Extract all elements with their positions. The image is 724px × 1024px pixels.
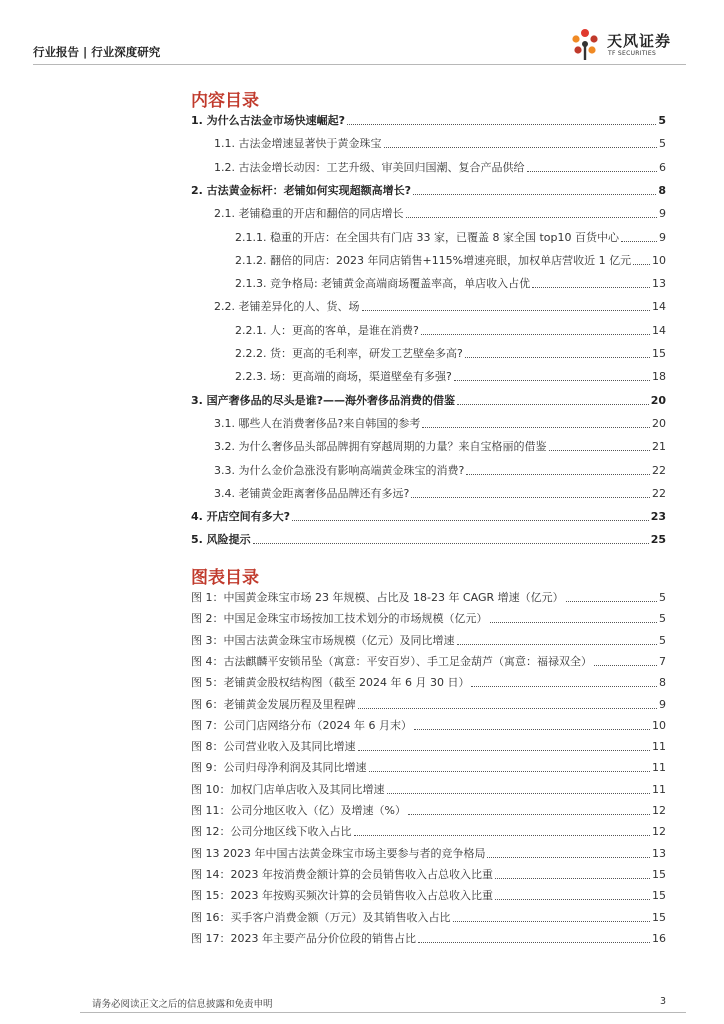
figure-entry[interactable]	[191, 676, 666, 690]
figure-entry-page: 12	[652, 804, 666, 817]
toc-entry[interactable]	[214, 161, 666, 175]
figure-entry[interactable]	[191, 612, 666, 626]
toc-entry-title: 1.1. 古法金增速显著快于黄金珠宝	[214, 137, 382, 151]
dot-leader	[471, 686, 657, 687]
contents-title: 内容目录	[191, 91, 259, 111]
dot-leader	[594, 665, 657, 666]
toc-entry-title: 2.2.1. 人：更高的客单，是谁在消费?	[235, 323, 419, 337]
figure-entry-title: 图 9：公司归母净利润及其同比增速	[191, 761, 367, 775]
page-number: 3	[659, 996, 666, 1007]
dot-leader	[354, 835, 651, 836]
dot-leader	[490, 622, 658, 623]
toc-entry-title: 2. 古法黄金标杆：老铺如何实现超额高增长?	[191, 183, 412, 197]
toc-entry-page: 13	[652, 277, 666, 291]
dot-leader	[621, 241, 657, 242]
toc-entry[interactable]	[214, 464, 666, 478]
dot-leader	[466, 474, 650, 475]
dot-leader	[532, 287, 650, 288]
logo-flower-icon	[567, 26, 603, 62]
figures-title: 图表目录	[191, 568, 259, 588]
figure-entry-page: 5	[659, 591, 666, 604]
toc-entry-title: 2.2.2. 货：更高的毛利率，研发工艺壁垒多高?	[235, 347, 463, 360]
figure-entry-page: 13	[652, 846, 666, 860]
figure-entry-page: 9	[659, 697, 666, 711]
toc-entry-page: 18	[652, 370, 666, 384]
figure-entry-title: 图 7：公司门店网络分布（2024 年 6 月末）	[191, 718, 412, 732]
toc-entry-page: 6	[659, 160, 666, 174]
dot-leader	[633, 264, 650, 265]
dot-leader	[457, 404, 649, 405]
dot-leader	[406, 217, 658, 218]
figure-entry-title: 图 1：中国黄金珠宝市场 23 年规模、占比及 18-23 年 CAGR 增速（亿元）	[191, 591, 564, 604]
toc-entry-page: 15	[652, 347, 666, 360]
toc-entry-title: 2.1.3. 竞争格局: 老铺黄金高端商场覆盖率高，单店收入占优	[235, 277, 531, 291]
toc-entry[interactable]	[214, 417, 666, 431]
figure-entry[interactable]	[191, 932, 666, 946]
figure-entry-title: 图 12：公司分地区线下收入占比	[191, 825, 352, 839]
dot-leader	[408, 814, 650, 815]
toc-entry-title: 2.1. 老铺稳重的开店和翻倍的同店增长	[214, 207, 404, 221]
dot-leader	[527, 171, 658, 172]
toc-entry[interactable]	[191, 533, 666, 547]
logo-subtitle: TF SECURITIES	[608, 50, 657, 57]
company-logo	[567, 26, 697, 62]
figure-entry[interactable]	[191, 804, 666, 818]
figure-entry-page: 15	[652, 889, 666, 903]
figure-entry[interactable]	[191, 783, 666, 797]
toc-entry-title: 1. 为什么古法金市场快速崛起?	[191, 114, 346, 127]
toc-entry-title: 4. 开店空间有多大?	[191, 510, 291, 524]
dot-leader	[411, 497, 650, 498]
toc-entry[interactable]	[235, 277, 666, 291]
figure-entry-page: 8	[659, 676, 666, 690]
dot-leader	[566, 601, 657, 602]
toc-entry[interactable]	[235, 324, 666, 338]
toc-entry-title: 1.2. 古法金增长动因：工艺升级、审美回归国潮、复合产品供给	[214, 160, 525, 174]
toc-entry[interactable]	[235, 347, 666, 361]
dot-leader	[454, 380, 650, 381]
toc-entry-title: 3.2. 为什么奢侈品头部品牌拥有穿越周期的力量？来自宝格丽的借鉴	[214, 440, 547, 454]
toc-entry[interactable]	[214, 137, 666, 151]
toc-entry-title: 5. 风险提示	[191, 533, 251, 547]
dot-leader	[422, 427, 650, 428]
toc-entry-page: 5	[658, 114, 666, 127]
header-divider	[33, 64, 686, 65]
dot-leader	[413, 194, 656, 195]
dot-leader	[253, 543, 649, 544]
figure-entry[interactable]	[191, 655, 666, 669]
figure-entry[interactable]	[191, 889, 666, 903]
figure-entry[interactable]	[191, 825, 666, 839]
dot-leader	[358, 750, 651, 751]
figure-entry-title: 图 15：2023 年按购买频次计算的会员销售收入占总收入比重	[191, 889, 493, 903]
figure-entry-title: 图 14：2023 年按消费金额计算的会员销售收入占总收入比重	[191, 867, 493, 881]
dot-leader	[421, 334, 650, 335]
toc-entry-title: 2.1.2. 翻倍的同店：2023 年同店销售+115%增速亮眼，加权单店营收近 1 亿元	[235, 253, 632, 267]
dot-leader	[457, 644, 658, 645]
toc-entry[interactable]	[235, 231, 666, 245]
toc-entry-page: 20	[652, 416, 666, 430]
dot-leader	[487, 857, 650, 858]
figure-entry[interactable]	[191, 698, 666, 712]
dot-leader	[453, 921, 651, 922]
figure-entry-page: 12	[652, 825, 666, 839]
figure-entry-page: 7	[659, 654, 666, 668]
dot-leader	[384, 147, 658, 148]
figure-entry[interactable]	[191, 719, 666, 733]
logo-name: 天风证券	[607, 32, 672, 50]
figure-entry-page: 5	[659, 633, 666, 647]
toc-entry-page: 10	[652, 253, 666, 267]
figure-entry-page: 11	[652, 761, 666, 775]
figure-entry-title: 图 2：中国足金珠宝市场按加工技术划分的市场规模（亿元）	[191, 612, 488, 626]
toc-entry-page: 23	[650, 510, 666, 524]
figure-entry[interactable]	[191, 634, 666, 648]
toc-entry-title: 3.3. 为什么金价急涨没有影响高端黄金珠宝的消费?	[214, 463, 465, 477]
figure-entry-title: 图 10：加权门店单店收入及其同比增速	[191, 782, 385, 796]
toc-entry-page: 25	[650, 533, 666, 547]
toc-entry-page: 21	[652, 440, 666, 454]
figure-entry[interactable]	[191, 868, 666, 882]
figure-entry-title: 图 11：公司分地区收入（亿）及增速（%）	[191, 804, 406, 817]
footer-disclaimer: 请务必阅读正文之后的信息披露和免责申明	[92, 999, 273, 1010]
figure-entry-title: 图 8：公司营业收入及其同比增速	[191, 740, 356, 754]
toc-entry-page: 5	[659, 137, 666, 151]
dot-leader	[347, 124, 656, 125]
figure-entry-title: 图 6：老铺黄金发展历程及里程碑	[191, 697, 356, 711]
figure-entry-page: 11	[652, 782, 666, 796]
dot-leader	[292, 520, 649, 521]
dot-leader	[495, 878, 650, 879]
figure-entry[interactable]	[191, 911, 666, 925]
figure-entry[interactable]	[191, 740, 666, 754]
toc-entry-page: 20	[650, 393, 666, 407]
figure-entry-title: 图 4：古法麒麟平安锁吊坠（寓意：平安百岁）、手工足金葫芦（寓意：福禄双全）	[191, 654, 592, 668]
figure-entry-page: 11	[652, 740, 666, 754]
dot-leader	[418, 942, 650, 943]
dot-leader	[495, 899, 650, 900]
toc-entry-page: 14	[652, 300, 666, 314]
toc-entry[interactable]	[214, 487, 666, 501]
toc-entry[interactable]	[235, 254, 666, 268]
figure-entry-page: 15	[652, 867, 666, 881]
figure-entry-page: 15	[652, 910, 666, 924]
figure-entry-page: 10	[652, 718, 666, 732]
figure-entry-page: 16	[652, 931, 666, 945]
toc-entry[interactable]	[235, 370, 666, 384]
header-report-type: 行业报告 | 行业深度研究	[33, 45, 161, 59]
figure-entry-title: 图 16：买手客户消费金额（万元）及其销售收入占比	[191, 910, 451, 924]
toc-entry-title: 2.1.1. 稳重的开店：在全国共有门店 33 家，已覆盖 8 家全国 top10 百货中心	[235, 230, 619, 244]
dot-leader	[358, 708, 658, 709]
toc-entry-title: 3.1. 哪些人在消费奢侈品?来自韩国的参考	[214, 416, 421, 430]
toc-entry-page: 8	[658, 183, 666, 197]
toc-entry-title: 3.4. 老铺黄金距离奢侈品品牌还有多远?	[214, 486, 410, 500]
dot-leader	[369, 771, 651, 772]
toc-entry-page: 9	[659, 207, 666, 221]
figure-entry-title: 图 17：2023 年主要产品分价位段的销售占比	[191, 931, 416, 945]
toc-entry-page: 22	[652, 463, 666, 477]
toc-entry[interactable]	[191, 114, 666, 128]
dot-leader	[465, 357, 650, 358]
figure-entry[interactable]	[191, 761, 666, 775]
toc-entry[interactable]	[191, 394, 666, 408]
toc-entry-page: 14	[652, 323, 666, 337]
figure-entry-title: 图 3：中国古法黄金珠宝市场规模（亿元）及同比增速	[191, 633, 455, 647]
figure-entry-title: 图 5：老铺黄金股权结构图（截至 2024 年 6 月 30 日）	[191, 676, 470, 690]
figure-entry[interactable]	[191, 847, 666, 861]
toc-entry-page: 22	[652, 486, 666, 500]
figure-entry-title: 图 13 2023 年中国古法黄金珠宝市场主要参与者的竞争格局	[191, 846, 486, 860]
toc-entry-page: 9	[659, 230, 666, 244]
dot-leader	[387, 793, 651, 794]
dot-leader	[362, 310, 651, 311]
footer-divider	[80, 1012, 686, 1013]
toc-entry-title: 2.2. 老铺差异化的人、货、场	[214, 300, 360, 314]
toc-entry[interactable]	[214, 300, 666, 314]
figure-entry-page: 5	[659, 612, 666, 626]
toc-entry[interactable]	[191, 510, 666, 524]
toc-entry-title: 2.2.3. 场：更高端的商场，渠道壁垒有多强?	[235, 370, 452, 384]
toc-entry[interactable]	[191, 184, 666, 198]
toc-entry[interactable]	[214, 440, 666, 454]
dot-leader	[549, 450, 651, 451]
dot-leader	[414, 729, 650, 730]
toc-entry-title: 3. 国产奢侈品的尽头是谁?——海外奢侈品消费的借鉴	[191, 393, 456, 407]
toc-entry[interactable]	[214, 207, 666, 221]
figure-entry[interactable]	[191, 591, 666, 605]
